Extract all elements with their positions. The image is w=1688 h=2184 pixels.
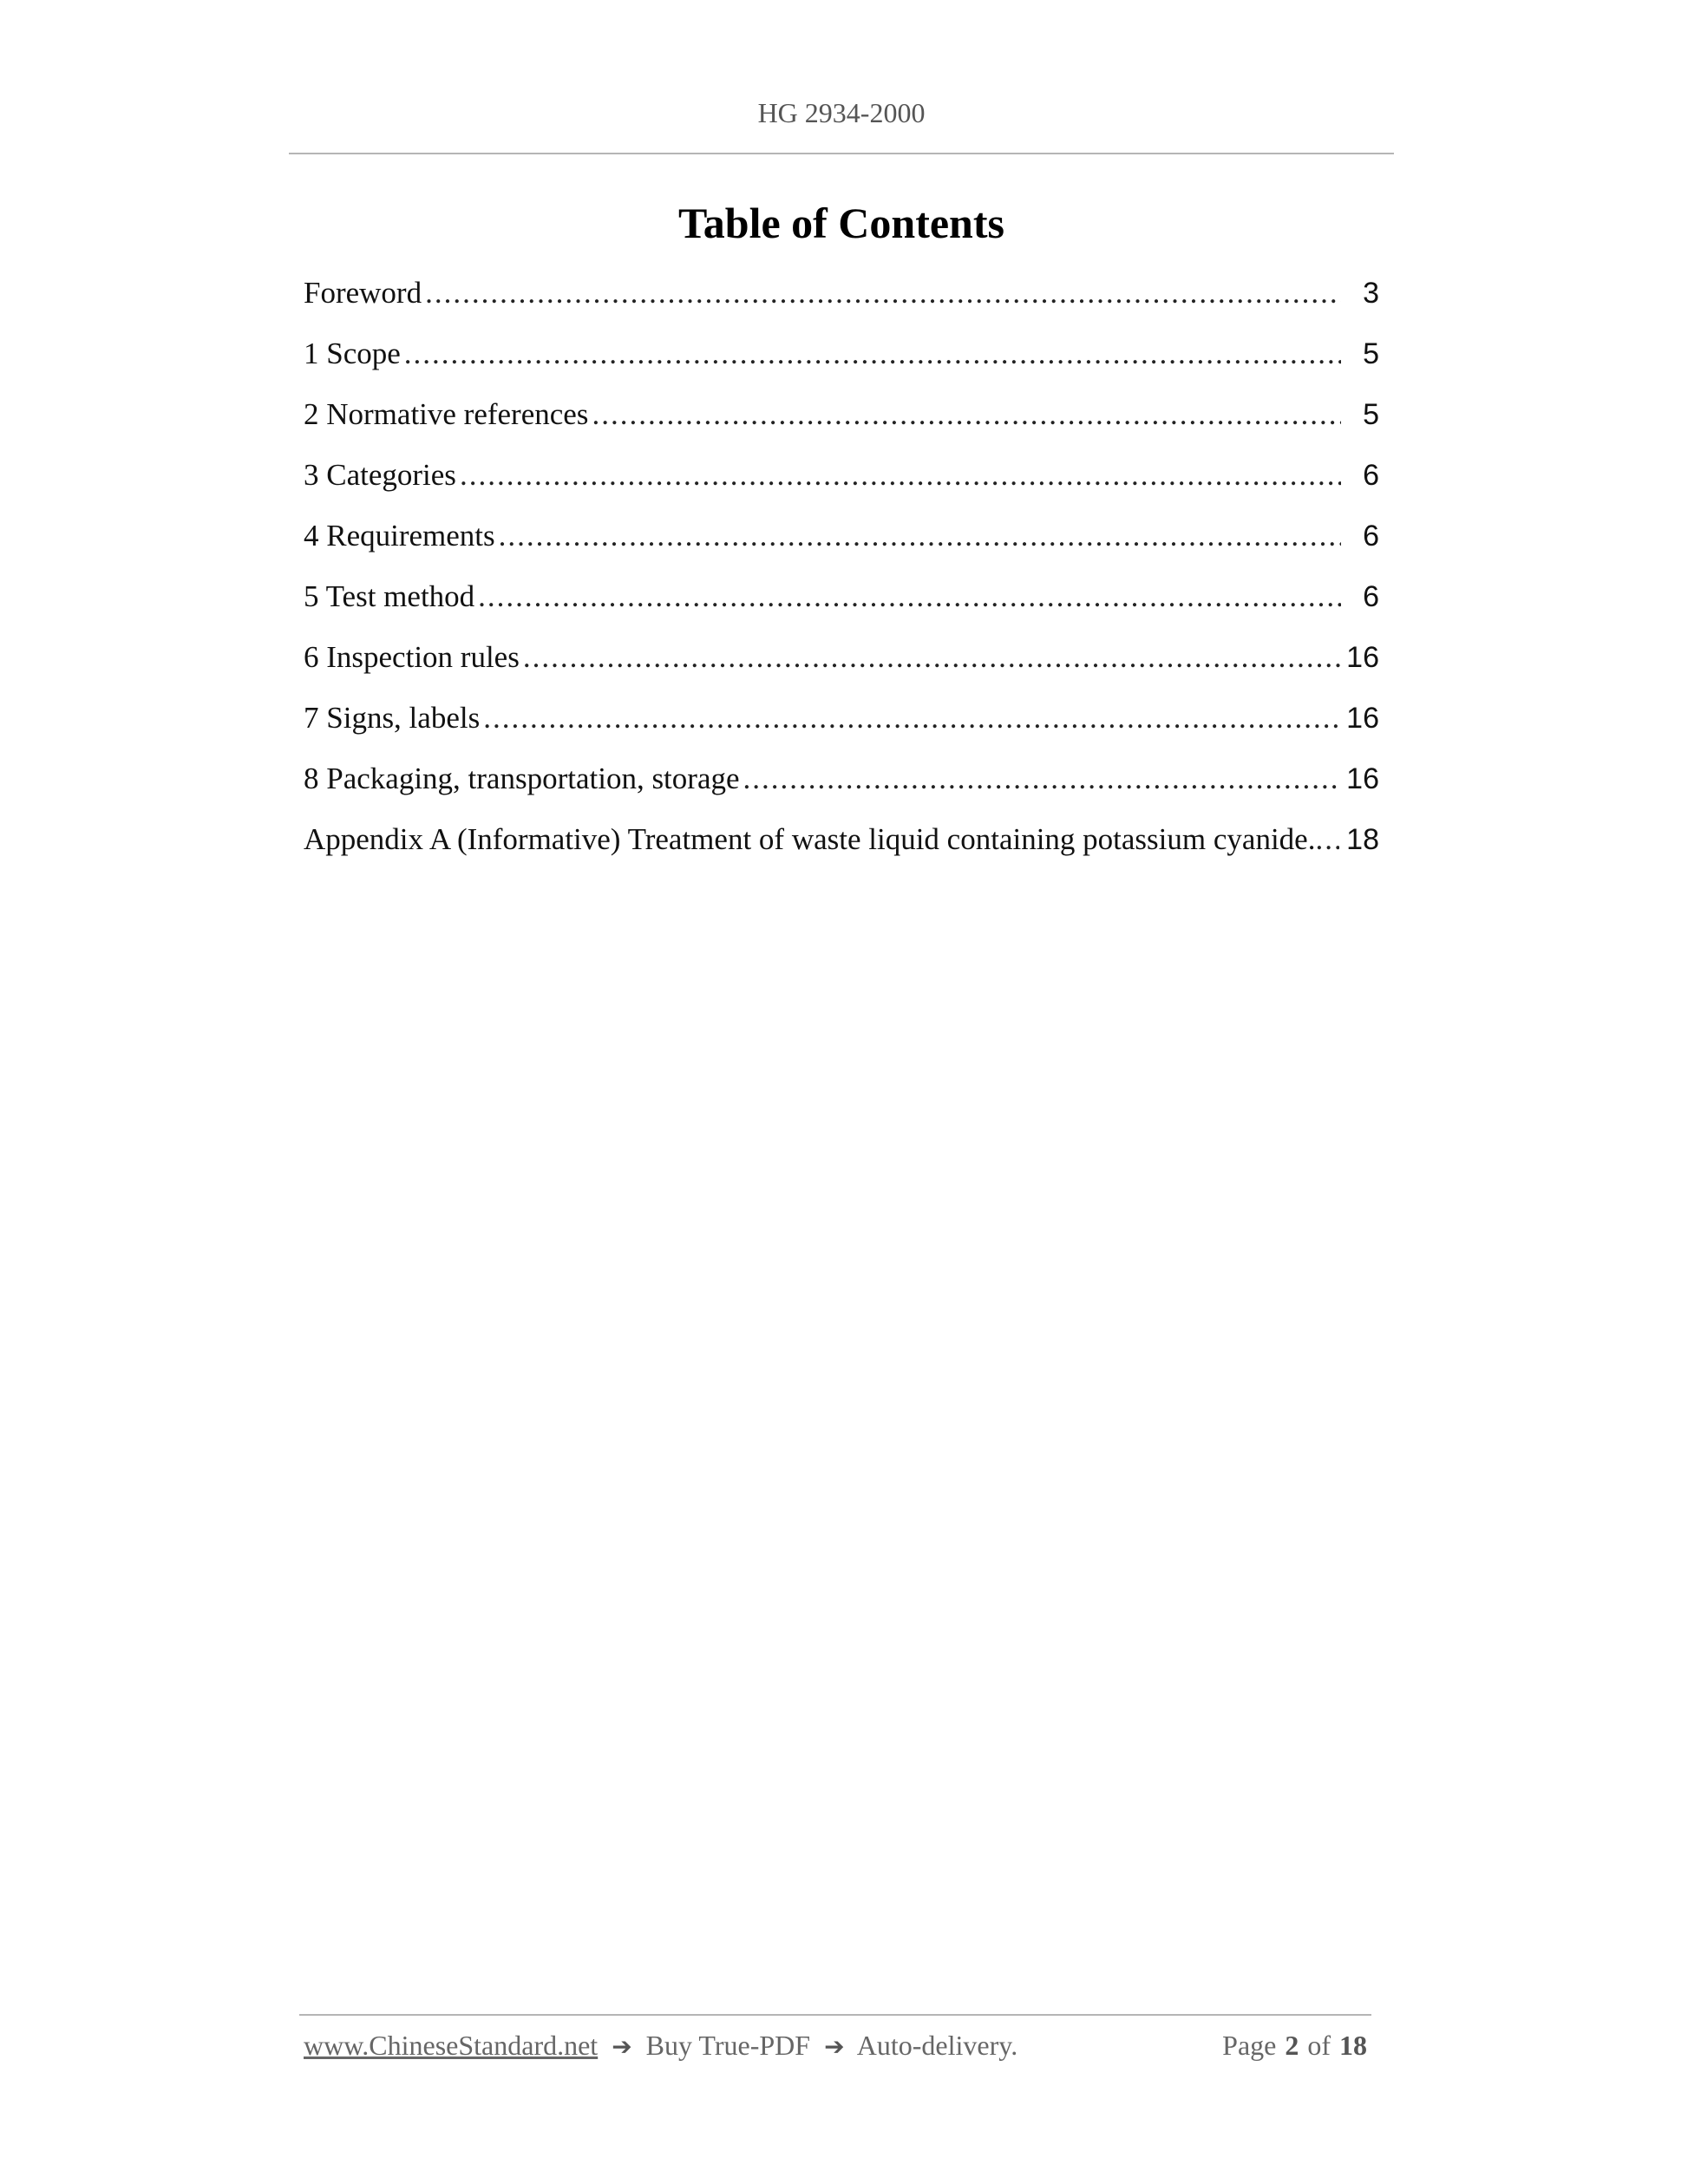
of-word: of [1307, 2030, 1331, 2061]
toc-dot-leader [404, 337, 1341, 371]
toc-entry-page: 5 [1363, 398, 1379, 431]
toc-list [304, 276, 1379, 883]
toc-entry-label: 6 Inspection rules [304, 640, 520, 674]
website-link[interactable]: www.ChineseStandard.net [304, 2030, 599, 2061]
toc-entry-page: 6 [1363, 520, 1379, 553]
toc-entry-normative-references[interactable] [304, 397, 1379, 458]
toc-entry-page: 16 [1346, 641, 1379, 674]
toc-entry-page: 5 [1363, 337, 1379, 370]
toc-dot-leader [499, 519, 1341, 553]
toc-entry-label: Foreword [304, 276, 422, 310]
toc-entry-page: 16 [1346, 762, 1379, 795]
toc-entry-test-method[interactable] [304, 579, 1379, 640]
toc-entry-foreword[interactable] [304, 276, 1379, 337]
toc-dot-leader [478, 579, 1341, 614]
toc-dot-leader [523, 640, 1341, 675]
toc-dot-leader [592, 397, 1341, 432]
right-arrow-icon: ➔ [612, 2032, 632, 2061]
toc-entry-label: 5 Test method [304, 579, 475, 613]
toc-entry-packaging[interactable] [304, 762, 1379, 822]
toc-entry-label: 7 Signs, labels [304, 701, 481, 735]
toc-entry-requirements[interactable] [304, 519, 1379, 579]
page-number [1222, 2030, 1367, 2062]
toc-entry-label: 8 Packaging, transportation, storage [304, 762, 740, 795]
toc-entry-inspection-rules[interactable] [304, 640, 1379, 701]
page-word: Page [1222, 2030, 1277, 2061]
toc-entry-scope[interactable] [304, 337, 1379, 397]
toc-entry-page: 3 [1363, 277, 1379, 310]
toc-entry-label: 3 Categories [304, 458, 456, 492]
toc-entry-label: 2 Normative references [304, 397, 589, 431]
toc-dot-leader [743, 762, 1341, 796]
header-divider [289, 153, 1394, 154]
right-arrow-icon: ➔ [824, 2032, 845, 2061]
toc-dot-leader [1315, 822, 1339, 857]
toc-entry-page: 18 [1346, 823, 1379, 856]
footer-promo [304, 2030, 1017, 2062]
footer-step-delivery: Auto-delivery. [856, 2030, 1018, 2061]
toc-dot-leader [425, 276, 1341, 311]
toc-entry-appendix-a[interactable] [304, 822, 1379, 883]
total-pages-number: 18 [1339, 2030, 1367, 2061]
toc-entry-page: 6 [1363, 580, 1379, 613]
toc-entry-label: 1 Scope [304, 337, 401, 370]
document-header-code: HG 2934-2000 [757, 97, 926, 128]
toc-dot-leader [483, 701, 1341, 736]
toc-dot-leader [460, 458, 1341, 493]
current-page-number: 2 [1285, 2030, 1299, 2061]
toc-entry-label: 4 Requirements [304, 519, 495, 553]
page-footer [304, 2030, 1367, 2073]
toc-entry-page: 16 [1346, 702, 1379, 735]
toc-entry-signs-labels[interactable] [304, 701, 1379, 762]
footer-divider [299, 2014, 1371, 2016]
toc-title: Table of Contents [678, 199, 1004, 247]
toc-entry-page: 6 [1363, 459, 1379, 492]
toc-entry-categories[interactable] [304, 458, 1379, 519]
toc-entry-label: Appendix A (Informative) Treatment of waste liquid containing potassium cyanide. [304, 822, 1316, 856]
footer-step-buy: Buy True-PDF [645, 2030, 811, 2061]
